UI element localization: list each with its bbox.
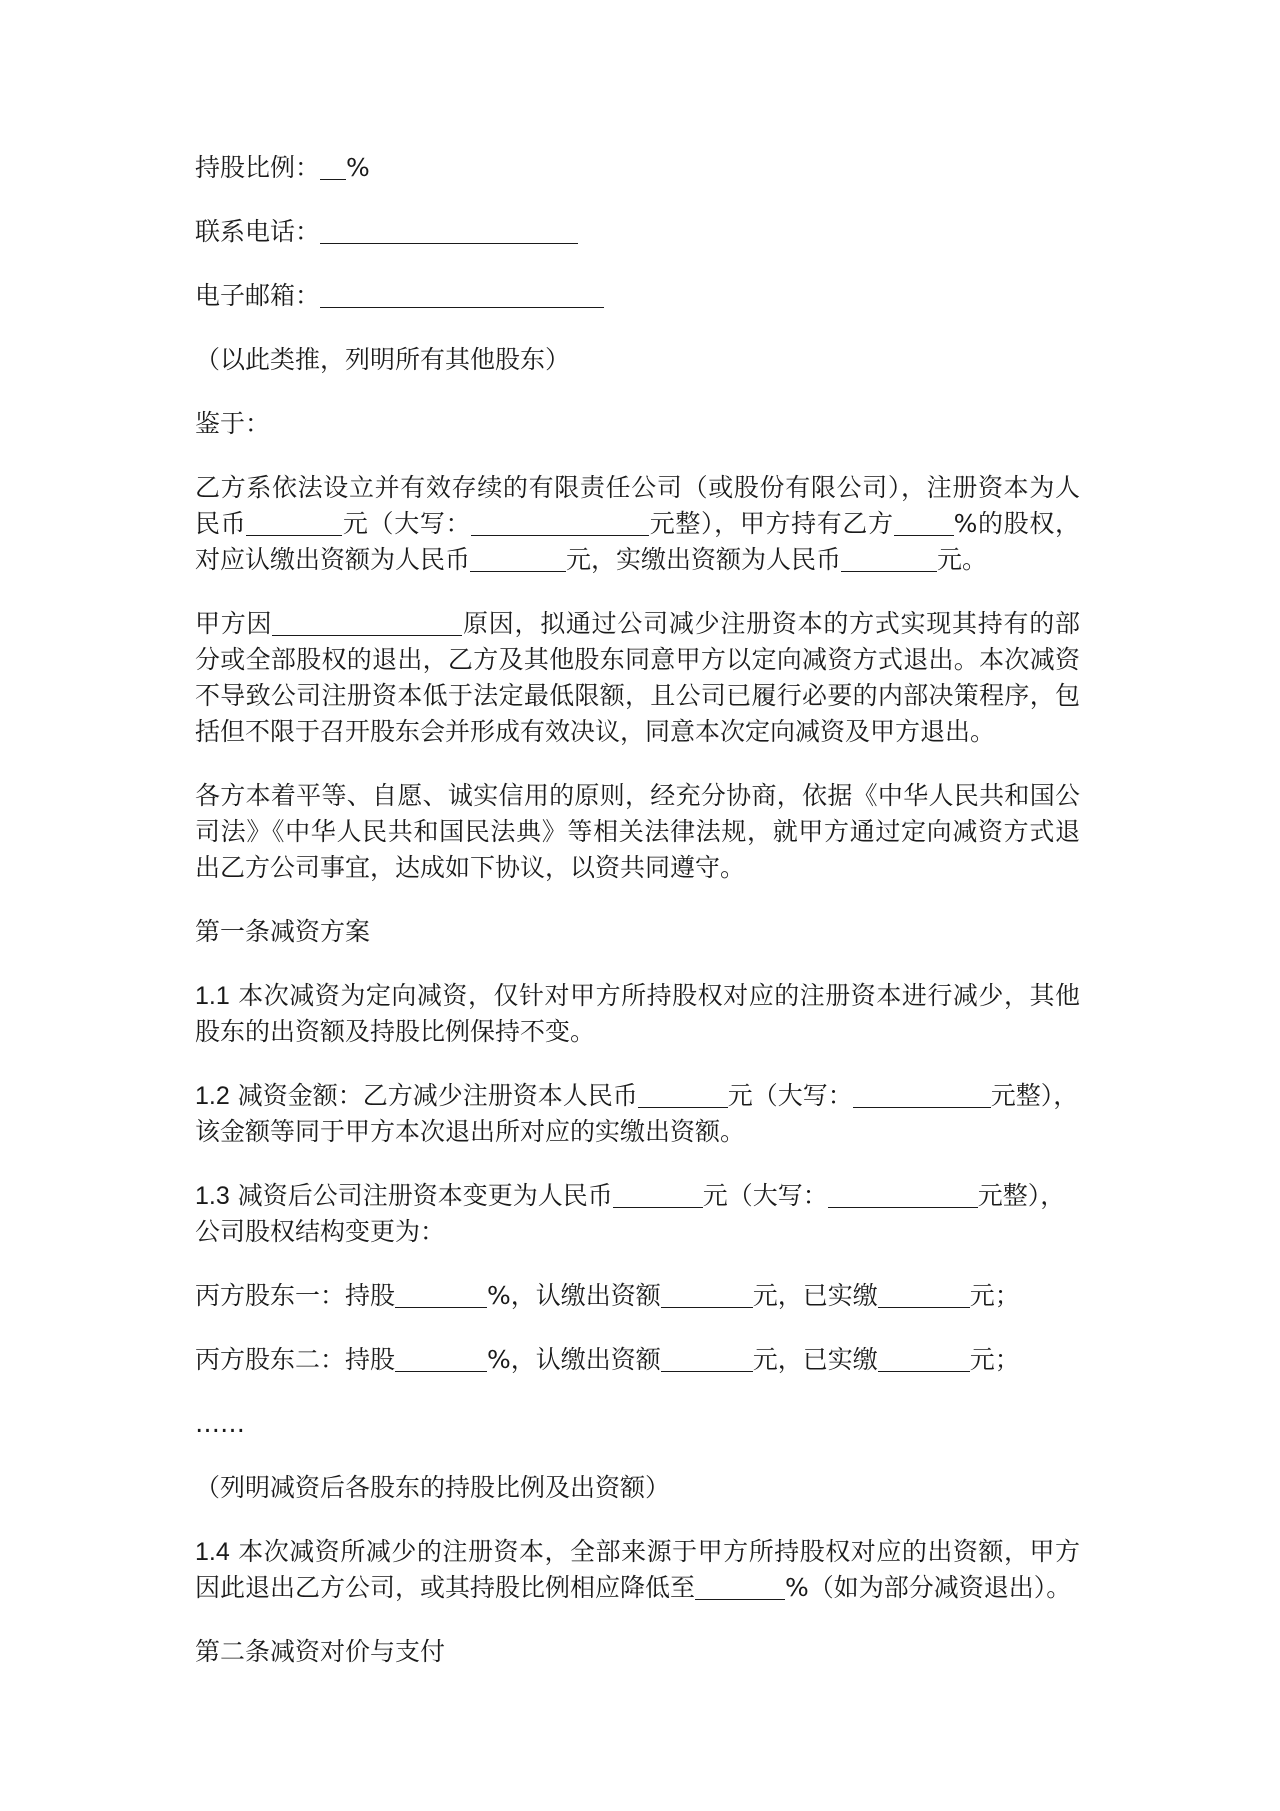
note-shareholder-list: （列明减资后各股东的持股比例及出资额） xyxy=(195,1473,671,1502)
article-1-heading: 第一条减资方案 xyxy=(195,917,371,946)
clause-1-4 xyxy=(195,1534,1080,1606)
clause-text-d: 该金额等同于甲方本次退出所对应的实缴出资额。 xyxy=(195,1117,746,1146)
phone-blank xyxy=(320,217,578,244)
c12-blank-words xyxy=(853,1081,991,1108)
holder-row-2 xyxy=(195,1342,1080,1378)
clause-number: 1.1 xyxy=(195,982,230,1010)
holder-text-c: 元； xyxy=(969,1345,1020,1374)
phone-line xyxy=(195,214,1080,250)
clause-number: 1.3 xyxy=(195,1182,230,1210)
holder-pct-blank xyxy=(395,1281,487,1308)
p2-text-a: 甲方因 xyxy=(195,609,273,638)
clause-text-b: %（如为部分减资退出）。 xyxy=(785,1573,1072,1602)
holder-text-c: 元； xyxy=(969,1281,1020,1310)
paragraph-company-info xyxy=(195,470,1080,578)
c14-blank-percent xyxy=(695,1573,785,1600)
p1-text-b: 元（大写： xyxy=(342,509,472,538)
holder-row-1 xyxy=(195,1278,1080,1314)
p1-blank-capital-words xyxy=(471,509,649,536)
p2-text-b: 原因，拟通过公司减少注册资本的方式实现其持有的部分或全部股权的退出，乙方及其他股东同意甲方以定向减资方式退出。本次减资不导致公司注册资本低于法定最低限额，且公司已履行必要的内部决策程序，包括但不限于召开股东会并形成有效决议，同意本次定向减资及甲方退出。 xyxy=(195,609,1080,746)
phone-label: 联系电话： xyxy=(195,217,321,246)
clause-text-a: 减资后公司注册资本变更为人民币 xyxy=(229,1181,613,1210)
p1-blank-percent xyxy=(894,509,954,536)
ellipsis: …… xyxy=(195,1409,245,1438)
clause-text-d: 公司股权结构变更为： xyxy=(195,1217,446,1246)
p1-blank-capital xyxy=(246,509,342,536)
clause-text: 本次减资为定向减资，仅针对甲方所持股权对应的注册资本进行减少，其他股东的出资额及持股比例保持不变。 xyxy=(195,981,1080,1046)
holder-text-b: 元，已实缴 xyxy=(752,1281,878,1310)
clause-text-c: 元整）， xyxy=(977,1181,1066,1210)
email-label: 电子邮箱： xyxy=(195,281,321,310)
ratio-blank xyxy=(320,153,346,180)
c13-blank-words xyxy=(828,1181,978,1208)
ratio-unit: % xyxy=(346,153,370,182)
article-2-heading: 第二条减资对价与支付 xyxy=(195,1637,446,1666)
c12-blank-amount xyxy=(638,1081,728,1108)
shareholding-ratio-line xyxy=(195,150,1080,186)
clause-1-2 xyxy=(195,1078,1080,1150)
clause-text-a: 减资金额：乙方减少注册资本人民币 xyxy=(229,1081,638,1110)
email-blank xyxy=(320,281,604,308)
holder-text-b: 元，已实缴 xyxy=(752,1345,878,1374)
c13-blank-amount xyxy=(613,1181,703,1208)
holder-name: 丙方股东二：持股 xyxy=(195,1345,396,1374)
holder-pct-blank xyxy=(395,1345,487,1372)
holder-name: 丙方股东一：持股 xyxy=(195,1281,396,1310)
paragraph-exit-reason xyxy=(195,606,1080,750)
clause-number: 1.2 xyxy=(195,1082,230,1110)
holder-paid-blank xyxy=(878,1281,970,1308)
note-other-shareholders: （以此类推，列明所有其他股东） xyxy=(195,345,571,374)
p1-text-c: 元整），甲方持有乙方 xyxy=(649,509,894,538)
clause-number: 1.4 xyxy=(195,1538,230,1566)
clause-1-3 xyxy=(195,1178,1080,1250)
p1-text-a: 乙方系依法设立并有效存续的有限责任公司（或股份有限公司），注册资本为人民币 xyxy=(195,473,1080,538)
holder-paid-blank xyxy=(878,1345,970,1372)
paragraph-agreement-basis: 各方本着平等、自愿、诚实信用的原则，经充分协商，依据《中华人民共和国公司法》《中华人民共和国民法典》等相关法律法规，就甲方通过定向减资方式退出乙方公司事宜，达成如下协议，以资共同遵守。 xyxy=(195,781,1080,882)
p1-blank-paid xyxy=(841,545,937,572)
holder-pct-text: %，认缴出资额 xyxy=(487,1345,661,1374)
p2-blank-reason xyxy=(272,609,462,636)
p1-text-e: 元，实缴出资额为人民币 xyxy=(566,545,842,574)
clause-text-b: 元（大写： xyxy=(727,1081,853,1110)
p1-blank-subscribed xyxy=(470,545,566,572)
ratio-label: 持股比例： xyxy=(195,153,321,182)
whereas-heading: 鉴于： xyxy=(195,409,271,438)
clause-text-a: 本次减资所减少的注册资本，全部来源于甲方所持股权对应的出资额，甲方因此退出乙方公司，或其持股比例相应降低至 xyxy=(195,1537,1080,1602)
holder-subscribed-blank xyxy=(661,1345,753,1372)
email-line xyxy=(195,278,1080,314)
holder-pct-text: %，认缴出资额 xyxy=(487,1281,661,1310)
clause-text-b: 元（大写： xyxy=(702,1181,828,1210)
clause-text-c: 元整）， xyxy=(990,1081,1079,1110)
p1-text-d: %的股权，对应认缴出资额为人民币 xyxy=(195,509,1080,574)
p1-text-f: 元。 xyxy=(937,545,988,574)
clause-1-1 xyxy=(195,978,1080,1050)
holder-subscribed-blank xyxy=(661,1281,753,1308)
